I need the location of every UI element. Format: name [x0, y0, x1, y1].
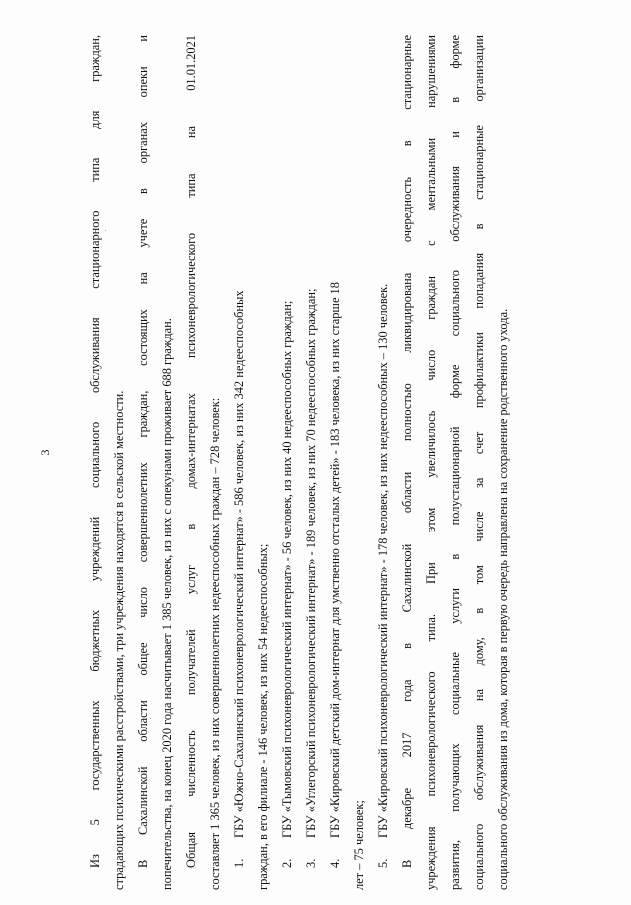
paragraph-line: социального обслуживания на дому, в том числе за счет профилактики попадания в стационарные организации [472, 35, 486, 890]
paragraph-line: лет – 75 человек; [352, 800, 366, 890]
paragraph-line: граждан, в его филиале - 146 человек, из них 54 недееспособных; [256, 543, 270, 890]
list-number: 2. [280, 858, 294, 868]
rotated-document-text [38, 15, 562, 890]
paragraph-line: развития, получающих социальные услуги в полустационарной форме социального обслуживания и в форме [448, 35, 462, 890]
list-text: ГБУ «Кировский психоневрологический интернат» - 178 человек, из них недееспособных – 130 человек. [376, 283, 390, 838]
list-number: 3. [304, 858, 318, 868]
list-number: 1. [232, 858, 246, 868]
paragraph-line: составляет 1 365 человек, из них совершеннолетних недееспособных граждан – 728 человек: [208, 397, 222, 890]
paragraph-line: социального обслуживания из дома, которая в первую очередь направлена на сохранение родственного ухода. [496, 308, 510, 890]
list-number: 5. [376, 858, 390, 868]
list-text: ГБУ «Южно-Сахалинский психоневрологический интернат» - 586 человек, из них 342 недееспособных [232, 290, 246, 838]
list-text: ГБУ «Тымовский психоневрологический интернат» - 56 человек, из них 40 недееспособных граждан; [280, 300, 294, 838]
paragraph-line: попечительства, на конец 2020 года насчитывает 1 385 человек, из них с опекунами проживает 688 граждан. [160, 318, 174, 890]
list-text: ГБУ «Кировский детский дом-интернат для умственно отсталых детей» - 183 человека, из них старше 18 [328, 282, 342, 838]
list-item [376, 35, 391, 868]
list-item [232, 35, 247, 868]
paragraph-line: В декабре 2017 года в Сахалинской области полностью ликвидирована очередность в стационарные [400, 35, 414, 868]
paragraph-line: страдающих психическими расстройствами, три учреждения находятся в сельской местности. [112, 390, 126, 890]
list-item [328, 35, 343, 868]
paragraph-line: учреждения психоневрологического типа. При этом увеличилось число граждан с ментальными нарушениями [424, 35, 438, 890]
list-number: 4. [328, 858, 342, 868]
paragraph-line: Общая численность получателей услуг в домах-интернатах психоневрологического типа на 01.01.2021 [184, 35, 198, 868]
paragraph-line: В Сахалинской области общее число совершеннолетних граждан, состоящих на учете в органах опеки и [136, 35, 150, 868]
list-item [304, 35, 319, 868]
list-item [280, 35, 295, 868]
list-text: ГБУ «Углегорский психоневрологический интернат» - 189 человек, из них 70 недееспособных граждан; [304, 288, 318, 838]
paragraph-line: Из 5 государственных бюджетных учреждений социального обслуживания стационарного типа для граждан, [88, 35, 102, 868]
page-number: 3 [38, 449, 52, 456]
